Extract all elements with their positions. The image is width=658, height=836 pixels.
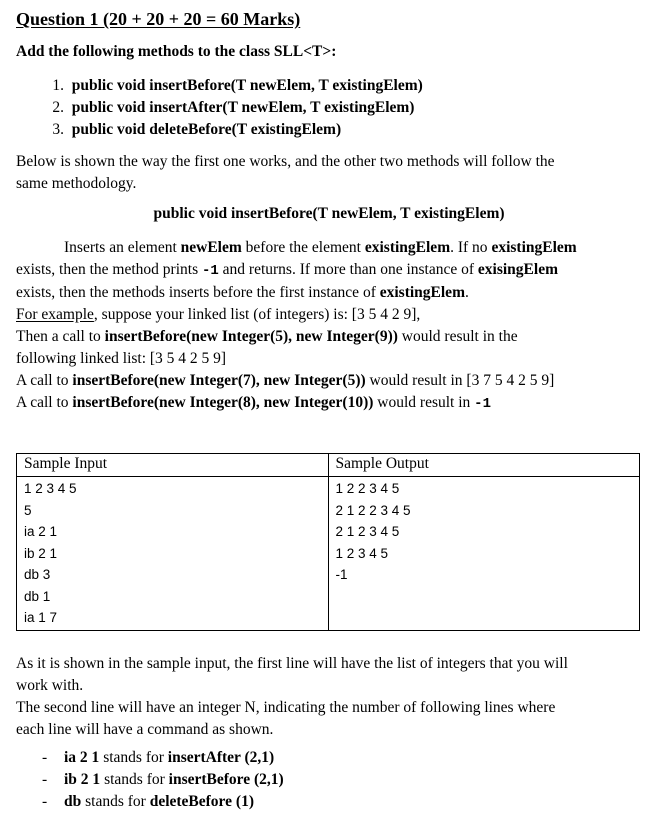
method-signature: public void insertBefore(T newElem, T existingElem): [153, 205, 505, 222]
sample-output-header: Sample Output: [328, 454, 640, 477]
table-row: db 1: [24, 588, 51, 604]
table-row: -1: [335, 567, 348, 582]
explanation-paragraph: As it is shown in the sample input, the first line will have the list of integers that you will work with. The second line will have an integer N, indicating the number of following lines where each line will have a command as shown.: [16, 655, 568, 738]
table-row: 2 1 2 2 3 4 5: [335, 502, 411, 518]
sample-output-cell: [328, 477, 640, 631]
sample-input-cell: [17, 477, 329, 631]
list-item: - ib 2 1 stands for insertBefore (2,1): [42, 771, 284, 788]
table-row: ib 2 1: [24, 545, 58, 561]
table-row: 1 2 3 4 5: [24, 481, 77, 496]
list-item: 2. public void insertAfter(T newElem, T existingElem): [52, 99, 415, 116]
table-row: 1 2 2 3 4 5: [335, 481, 400, 496]
task-heading: Add the following methods to the class SLL<T>:: [16, 43, 337, 60]
table-row: ia 1 7: [24, 610, 58, 625]
method-list: [16, 75, 423, 141]
sample-io-table: [16, 453, 640, 631]
table-row: ia 2 1: [24, 524, 58, 539]
command-list: [16, 747, 284, 813]
sample-input-header: Sample Input: [17, 454, 329, 477]
description-paragraph: Inserts an element newElem before the element existingElem. If no existingElem exists, then the method prints -1 and returns. If more than one instance of exisingElem exists, then the methods inserts before the first instance of existingElem. For example, suppose your linked list (of integers) is: [3 5 4 2 9], Then a call to insertBefore(new Integer(5), new Integer(9)) would result in the following linked list: [3 5 4 2 5 9] A call to insertBefore(new Integer(7), new Integer(5)) would result in [3 7 5 4 2 5 9] A call to insertBefore(new Integer(8), new Integer(10)) would result in -1: [16, 239, 577, 412]
list-item: 1. public void insertBefore(T newElem, T existingElem): [52, 77, 423, 94]
table-row: db 3: [24, 567, 51, 582]
list-item: 3. public void deleteBefore(T existingElem): [52, 121, 342, 138]
question-title: Question 1 (20 + 20 + 20 = 60 Marks): [16, 9, 301, 29]
table-row: 5: [24, 502, 32, 518]
intro-paragraph: Below is shown the way the first one works, and the other two methods will follow the same methodology.: [16, 153, 555, 192]
list-item: - db stands for deleteBefore (1): [42, 793, 254, 810]
table-row: 2 1 2 3 4 5: [335, 524, 400, 539]
table-row: 1 2 3 4 5: [335, 545, 389, 561]
list-item: - ia 2 1 stands for insertAfter (2,1): [42, 749, 275, 766]
